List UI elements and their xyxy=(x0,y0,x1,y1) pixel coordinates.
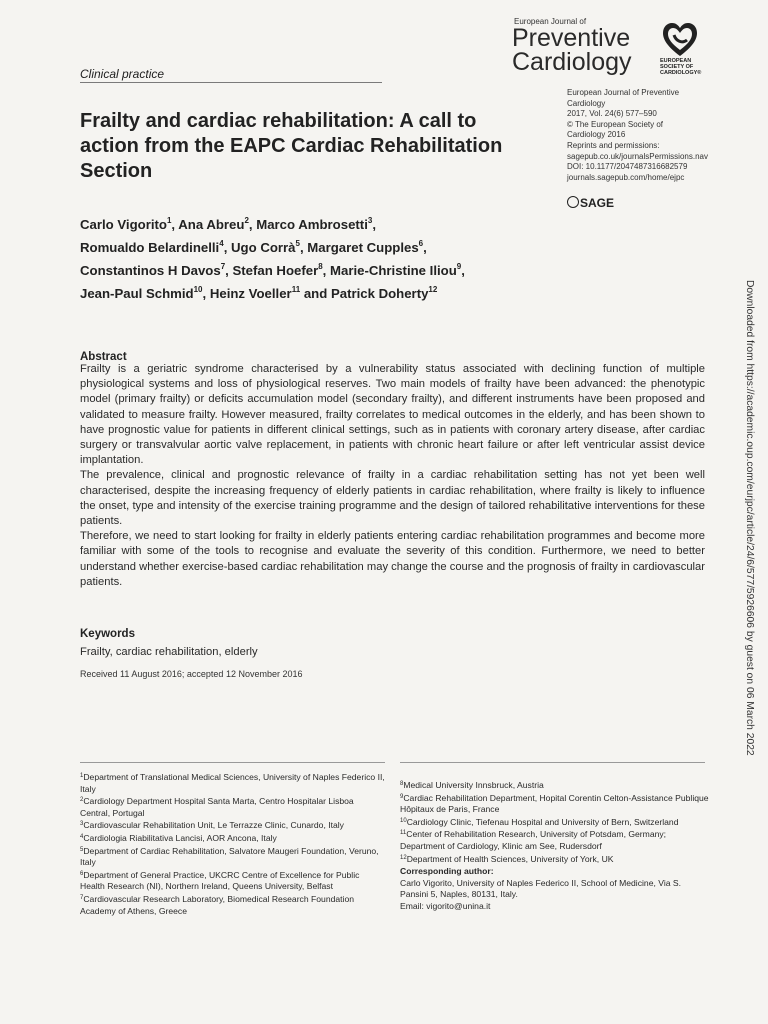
download-watermark: Downloaded from https://academic.oup.com/eurjpc/article/24/6/577/5926606 by guest on 06 March 2022 xyxy=(744,280,755,756)
author-affiliation: 12 xyxy=(428,285,438,294)
meta-line: Cardiology 2016 xyxy=(567,130,626,140)
author-affiliation: 10 xyxy=(193,285,203,294)
affiliation xyxy=(80,893,385,917)
journal-name-line1: Preventive xyxy=(512,24,631,52)
publisher-logo xyxy=(567,196,614,210)
footnote-rule-left xyxy=(80,762,385,763)
sage-logo-icon xyxy=(567,196,579,208)
author-sep: , xyxy=(322,263,330,278)
affiliation xyxy=(400,816,710,829)
author-affiliation: 7 xyxy=(220,262,226,271)
affiliation xyxy=(80,771,385,795)
affiliation-text: Department of Health Sciences, University of York, UK xyxy=(406,853,614,864)
meta-line: Reprints and permissions: xyxy=(567,140,660,150)
esc-heart-logo-icon xyxy=(660,20,700,60)
affiliation xyxy=(400,828,710,852)
journal-name-line2: Cardiology xyxy=(512,48,632,76)
publisher-name: SAGE xyxy=(580,196,615,210)
author-sep: and xyxy=(300,286,331,301)
author-name: Heinz Voeller xyxy=(209,286,292,301)
affiliation-number: 12 xyxy=(400,854,407,861)
meta-line: European Journal of Preventive xyxy=(567,88,680,97)
affiliation-text: Department of Translational Medical Sciences, University of Naples Federico II, Italy xyxy=(80,772,385,794)
author-affiliation: 2 xyxy=(244,216,249,225)
society-line1: EUROPEAN xyxy=(660,58,692,64)
author-sep: , xyxy=(372,217,376,232)
author-name: Ana Abreu xyxy=(178,217,245,232)
abstract-paragraph: Frailty is a geriatric syndrome characterised by a vulnerability status associated with declining function of multiple physiological systems and loss of physiological reserves. Two main models of frailty have been advanced: the phenotypic model (primary frailty) or deficits accumulation model (secondary frailty), and different instruments have been proposed and validated to measure frailty. However measured, frailty correlates to medical outcomes in the elderly, and has been shown to have prognostic value for patients in different clinical settings, such as in patients with coronary artery disease, after cardiac surgery or transvalvular aortic valve replacement, in patients with chronic heart failure or after left ventricular assist device implantation. xyxy=(80,363,705,467)
affiliation-number: 6 xyxy=(80,870,84,877)
author-list xyxy=(80,211,550,303)
author-affiliation: 4 xyxy=(219,239,224,248)
keywords-text: Frailty, cardiac rehabilitation, elderly xyxy=(80,646,258,658)
meta-line[interactable]: sagepub.co.uk/journalsPermissions.nav xyxy=(567,151,708,161)
affiliation-text: Medical University Innsbruck, Austria xyxy=(403,780,544,790)
author-name: Romualdo Belardinelli xyxy=(80,240,220,255)
journal-prefix: European Journal of xyxy=(514,17,587,26)
author-sep: , xyxy=(171,217,179,232)
affiliation-text: Cardiology Clinic, Tiefenau Hospital and University of Bern, Switzerland xyxy=(406,816,679,827)
corresponding-email[interactable]: Email: vigorito@unina.it xyxy=(400,900,491,911)
abstract-body xyxy=(80,362,705,590)
affiliation xyxy=(80,832,385,845)
header-rule xyxy=(80,82,382,83)
journal-name xyxy=(512,26,632,74)
affiliation-number: 2 xyxy=(80,797,84,804)
author-sep: , xyxy=(248,217,257,232)
author-sep: , xyxy=(461,263,465,278)
affiliation-text: Cardiovascular Rehabilitation Unit, Le Terrazze Clinic, Cunardo, Italy xyxy=(83,820,344,831)
affiliation xyxy=(400,779,710,792)
affiliation-number: 1 xyxy=(80,773,84,779)
author-name: Carlo Vigorito xyxy=(80,217,167,232)
affiliation xyxy=(80,795,385,819)
abstract-paragraph: The prevalence, clinical and prognostic relevance of frailty in a cardiac rehabilitation setting has not yet been well characterised, despite the increasing frequency of elderly patients in cardiac rehabilitation, where frailty is likely to influence the onset, type and intensity of the exercise training programme and the design of tailored rehabilitative interventions for these patients. xyxy=(80,469,705,528)
received-dates: Received 11 August 2016; accepted 12 November 2016 xyxy=(80,669,303,679)
affiliation-text: Department of General Practice, UKCRC Centre of Excellence for Public Health Research (NI), Northern Ireland, Queens University, Belfast xyxy=(80,869,360,892)
society-line3: CARDIOLOGY® xyxy=(660,70,702,76)
article-title: Frailty and cardiac rehabilitation: A call to action from the EAPC Cardiac Rehabilitation Section xyxy=(80,110,503,182)
abstract-paragraph: Therefore, we need to start looking for frailty in elderly patients entering cardiac rehabilitation programmes and become more familiar with some of the tools to recognise and evaluate the severity of this condition. Furthermore, we need to better understand whether exercise-based cardiac rehabilitation may change the course and the prognosis of frailty in cardiovascular patients. xyxy=(80,530,705,588)
affiliation xyxy=(80,869,385,893)
affiliation-text: Center of Rehabilitation Research, University of Potsdam, Germany; Department of Cardiology, Klinic am See, Rudersdorf xyxy=(400,829,667,851)
society-line2: SOCIETY OF xyxy=(660,64,694,70)
meta-line: © The European Society of xyxy=(567,119,664,129)
author-sep: , xyxy=(299,240,308,255)
author-name: Jean-Paul Schmid xyxy=(80,286,194,301)
affiliation-number: 4 xyxy=(80,833,84,840)
affiliation-number: 5 xyxy=(80,846,84,853)
affiliation-number: 10 xyxy=(400,817,407,824)
affiliation-text: Cardiologia Riabilitativa Lancisi, AOR Ancona, Italy xyxy=(83,832,277,843)
affiliation-text: Cardiac Rehabilitation Department, Hopital Corentin Celton-Assistance Publique Hôpitaux de Paris, France xyxy=(400,792,709,815)
author-affiliation: 9 xyxy=(456,262,462,271)
author-name: Constantinos H Davos xyxy=(80,263,221,278)
society-name xyxy=(660,58,710,76)
keywords-heading: Keywords xyxy=(80,628,135,640)
affiliations-left xyxy=(80,771,385,917)
corresponding-heading: Corresponding author: xyxy=(400,866,494,877)
affiliation xyxy=(400,792,710,816)
author-name: Margaret Cupples xyxy=(307,240,419,255)
affiliation xyxy=(400,853,710,866)
affiliation-text: Cardiovascular Research Laboratory, Biomedical Research Foundation Academy of Athens, Greece xyxy=(80,893,355,916)
author-name: Ugo Corrà xyxy=(231,240,296,255)
affiliation-number: 7 xyxy=(80,894,84,901)
meta-line: Cardiology xyxy=(567,98,606,108)
author-name: Patrick Doherty xyxy=(330,286,429,301)
author-affiliation: 3 xyxy=(367,216,373,225)
author-name: Stefan Hoefer xyxy=(232,263,319,278)
section-label: Clinical practice xyxy=(80,67,165,81)
author-affiliation: 8 xyxy=(318,262,323,271)
author-name: Marie-Christine Iliou xyxy=(330,263,457,278)
meta-line: 2017, Vol. 24(6) 577–590 xyxy=(567,109,657,119)
article-meta xyxy=(567,88,737,183)
author-affiliation: 6 xyxy=(418,239,424,248)
meta-line: DOI: 10.1177/2047487316682579 xyxy=(567,162,688,172)
affiliation xyxy=(80,845,385,869)
affiliation-number: 11 xyxy=(400,830,407,837)
affiliation-number: 8 xyxy=(400,781,404,787)
affiliation-text: Cardiology Department Hospital Santa Marta, Centro Hospitalar Lisboa Central, Portugal xyxy=(80,796,354,818)
author-sep: , xyxy=(223,240,232,255)
author-sep: , xyxy=(225,263,233,278)
author-sep: , xyxy=(202,286,210,301)
affiliation-number: 3 xyxy=(80,821,84,828)
corresponding-address: Carlo Vigorito, University of Naples Federico II, School of Medicine, Via S. Pansini 5, Naples, 80131, Italy. xyxy=(400,877,682,900)
author-sep: , xyxy=(423,240,427,255)
footnote-rule-right xyxy=(400,762,705,763)
affiliations-right xyxy=(400,779,710,913)
meta-line[interactable]: journals.sagepub.com/home/ejpc xyxy=(567,172,685,182)
author-affiliation: 11 xyxy=(291,285,301,294)
author-affiliation: 5 xyxy=(295,239,300,248)
affiliation-text: Department of Cardiac Rehabilitation, Salvatore Maugeri Foundation, Veruno, Italy xyxy=(80,845,379,868)
author-name: Marco Ambrosetti xyxy=(256,217,368,232)
abstract-heading: Abstract xyxy=(80,351,127,363)
author-affiliation: 1 xyxy=(166,216,172,225)
affiliation-number: 9 xyxy=(400,793,404,800)
affiliation xyxy=(80,819,385,832)
